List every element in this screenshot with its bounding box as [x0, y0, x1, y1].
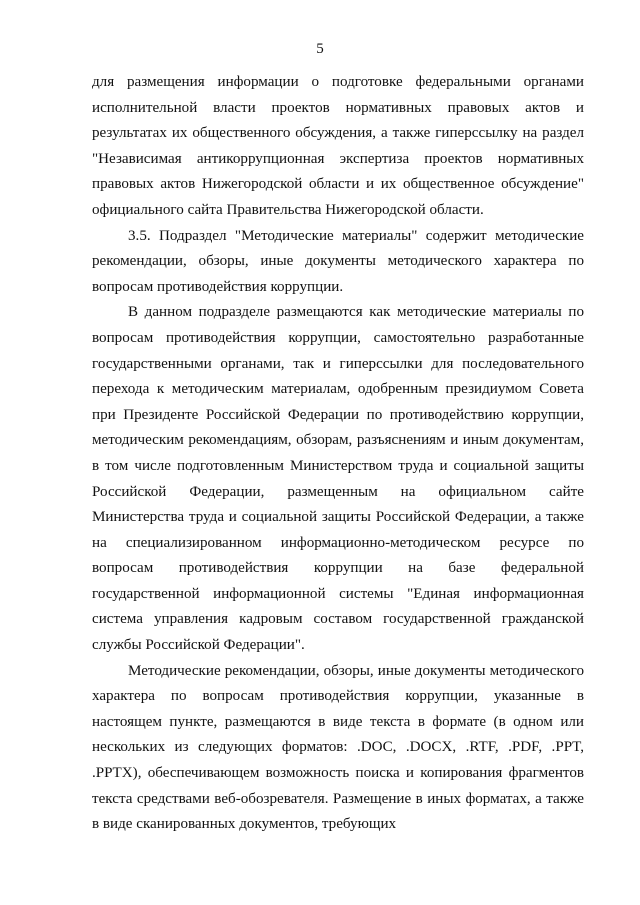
paragraph-section-3-5: 3.5. Подраздел "Методические материалы" содержит методические рекомендации, обзоры, иные документы методического характера по вопросам противодействия коррупции. — [92, 227, 584, 295]
paragraph-formats: Методические рекомендации, обзоры, иные документы методического характера по вопросам противодействия коррупции, указанные в настоящем пункте, размещаются в виде текста в формате (в одном или нескольких из следующих форматов: .DOC, .DOCX, .RTF, .PDF, .PPT, .PPTX), обеспечивающем возможность поиска и копирования фрагментов текста средствами веб-обозревателя. Размещение в иных форматах, а также в виде сканированных документов, требующих — [92, 662, 584, 833]
paragraph-placement: В данном подразделе размещаются как методические материалы по вопросам противодействия коррупции, самостоятельно разработанные государственными органами, так и гиперссылки для последовательного перехода к методическим материалам, одобренным президиумом Совета при Президенте Российской Федерации по противодействию коррупции, методическим рекомендациям, обзорам, разъяснениям и иным документам, в том числе подготовленным Министерством труда и социальной защиты Российской Федерации, размещенным на официальном сайте Министерства труда и социальной защиты Российской Федерации, а также на специализированном информационно-методическом ресурсе по вопросам противодействия коррупции на базе федеральной государственной информационной системы "Единая информационная система управления кадровым составом государственной гражданской службы Российской Федерации". — [92, 304, 584, 654]
page-number: 5 — [316, 41, 324, 57]
paragraph-continuation: для размещения информации о подготовке федеральными органами исполнительной власти проектов нормативных правовых актов и результатах их общественного обсуждения, а также гиперссылку на раздел "Независимая антикоррупционная экспертиза проектов нормативных правовых актов Нижегородской области и их общественное обсуждение" официального сайта Правительства Нижегородской области. — [92, 74, 584, 218]
document-body — [92, 70, 584, 838]
